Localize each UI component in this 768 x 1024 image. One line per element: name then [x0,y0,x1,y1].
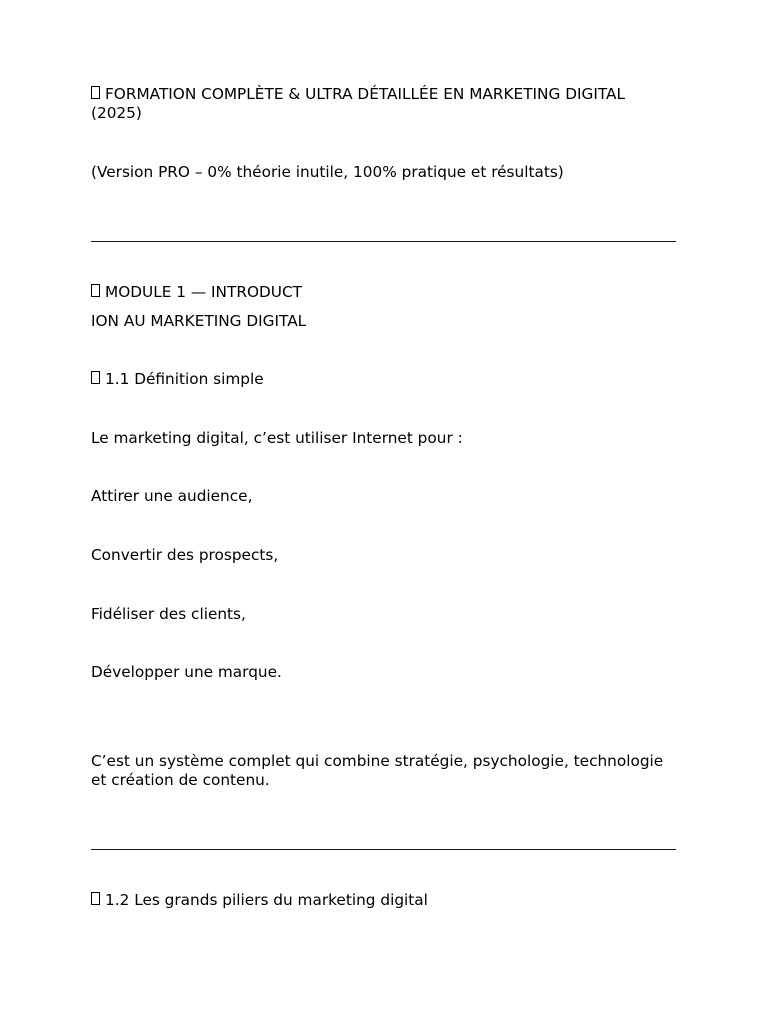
document-subtitle: (Version PRO – 0% théorie inutile, 100% pratique et résultats) [91,163,564,181]
section-heading-1-1 [91,370,676,389]
missing-glyph-icon [91,892,100,905]
section-heading-1-2 [91,891,676,910]
section-divider [91,241,676,242]
module-heading-line1 [91,283,676,302]
list-item: Fidéliser des clients, [91,605,246,623]
section-divider [91,849,676,850]
section-heading-1-2-text: 1.2 Les grands piliers du marketing digital [105,891,428,909]
body-paragraph-intro: Le marketing digital, c’est utiliser Internet pour : [91,429,463,447]
list-item: Convertir des prospects, [91,546,279,564]
missing-glyph-icon [91,284,100,297]
module-heading-line2: ION AU MARKETING DIGITAL [91,312,307,330]
document-title [91,85,676,123]
missing-glyph-icon [91,86,100,99]
body-paragraph-summary: C’est un système complet qui combine stratégie, psychologie, technologie et création de contenu. [91,752,664,789]
list-item: Développer une marque. [91,663,282,681]
missing-glyph-icon [91,371,100,384]
module-heading-text: MODULE 1 — INTRODUCT [105,283,302,301]
list-item: Attirer une audience, [91,487,253,505]
document-title-text: FORMATION COMPLÈTE & ULTRA DÉTAILLÉE EN MARKETING DIGITAL (2025) [91,85,626,122]
section-heading-1-1-text: 1.1 Définition simple [105,370,264,388]
